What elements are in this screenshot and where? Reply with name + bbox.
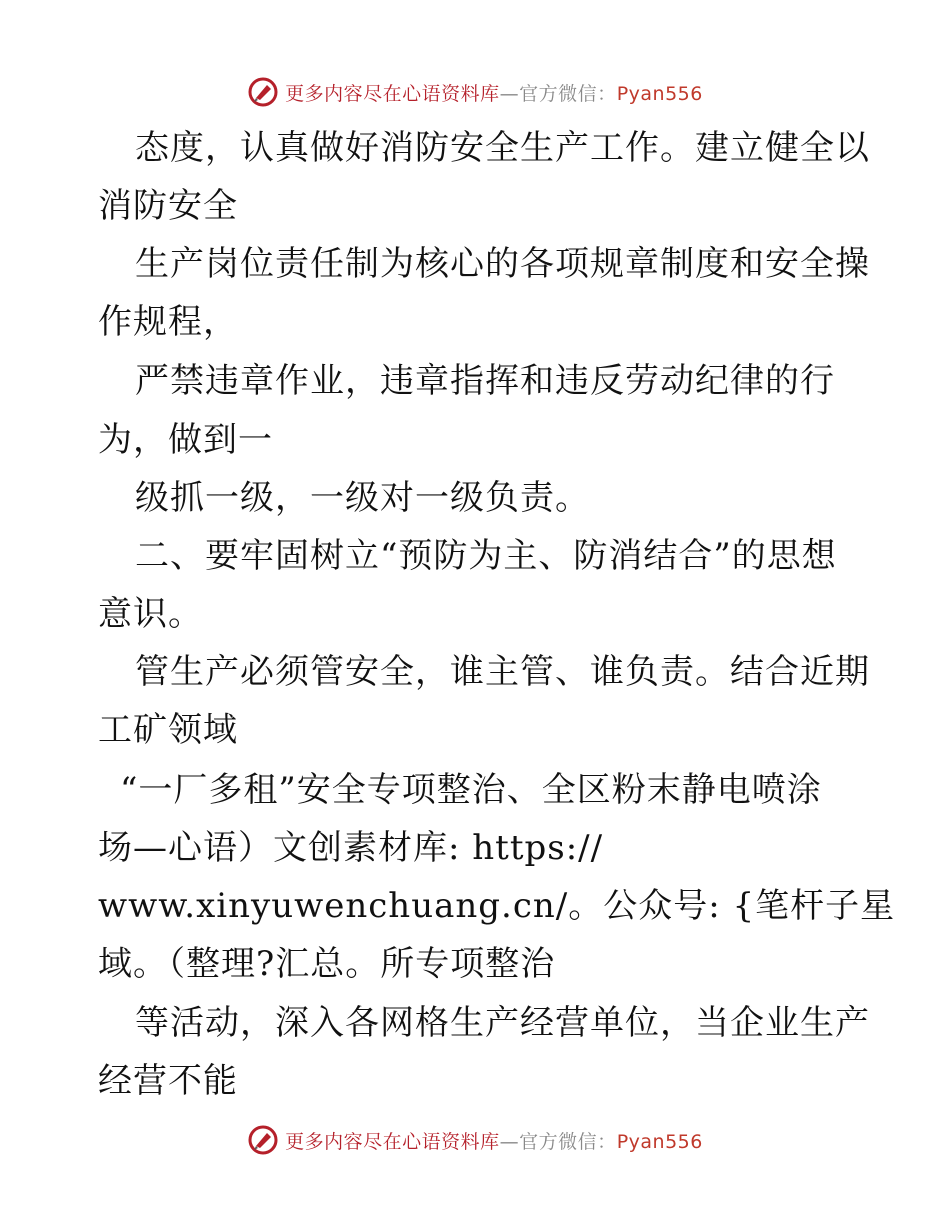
text-line-11: 工矿领域 <box>98 710 238 750</box>
watermark-label: 官方微信： <box>519 82 617 105</box>
watermark-separator: — <box>499 1130 520 1153</box>
watermark-separator: — <box>499 82 520 105</box>
text-line-1: 态度，认真做好消防安全生产工作。建立健全以 <box>135 128 870 168</box>
pen-logo-icon <box>247 76 279 108</box>
watermark-main: 更多内容尽在心语资料库 <box>285 82 500 105</box>
text-line-4: 作规程， <box>98 302 238 342</box>
watermark-main: 更多内容尽在心语资料库 <box>285 1130 500 1153</box>
text-line-6: 为，做到一 <box>98 420 273 460</box>
watermark-wechat-id: Pyan556 <box>616 1130 703 1153</box>
text-line-10: 管生产必须管安全，谁主管、谁负责。结合近期 <box>135 652 870 692</box>
watermark-text <box>285 1127 703 1154</box>
pen-logo-icon <box>247 1124 279 1156</box>
text-line-8: 二、要牢固树立“预防为主、防消结合”的思想 <box>135 536 837 576</box>
text-line-14: www.xinyuwenchuang.cn/。公众号: {笔杆子星 <box>98 886 896 926</box>
text-line-5: 严禁违章作业，违章指挥和违反劳动纪律的行 <box>135 361 835 401</box>
text-line-13: 场—心语）文创素材库: https:// <box>98 828 604 868</box>
text-line-15: 域。（整理?汇总。所专项整治 <box>98 944 556 984</box>
watermark-label: 官方微信： <box>519 1130 617 1153</box>
watermark-text <box>285 79 703 106</box>
text-line-9: 意识。 <box>98 594 203 634</box>
header-watermark <box>0 72 950 112</box>
footer-watermark <box>0 1120 950 1160</box>
watermark-wechat-id: Pyan556 <box>616 82 703 105</box>
text-line-16: 等活动，深入各网格生产经营单位，当企业生产 <box>135 1003 870 1043</box>
text-line-12: “一厂多租”安全专项整治、全区粉末静电喷涂 <box>120 770 822 810</box>
text-line-3: 生产岗位责任制为核心的各项规章制度和安全操 <box>135 244 870 284</box>
text-line-2: 消防安全 <box>98 186 238 226</box>
text-line-7: 级抓一级，一级对一级负责。 <box>135 478 590 518</box>
text-line-17: 经营不能 <box>98 1061 238 1101</box>
